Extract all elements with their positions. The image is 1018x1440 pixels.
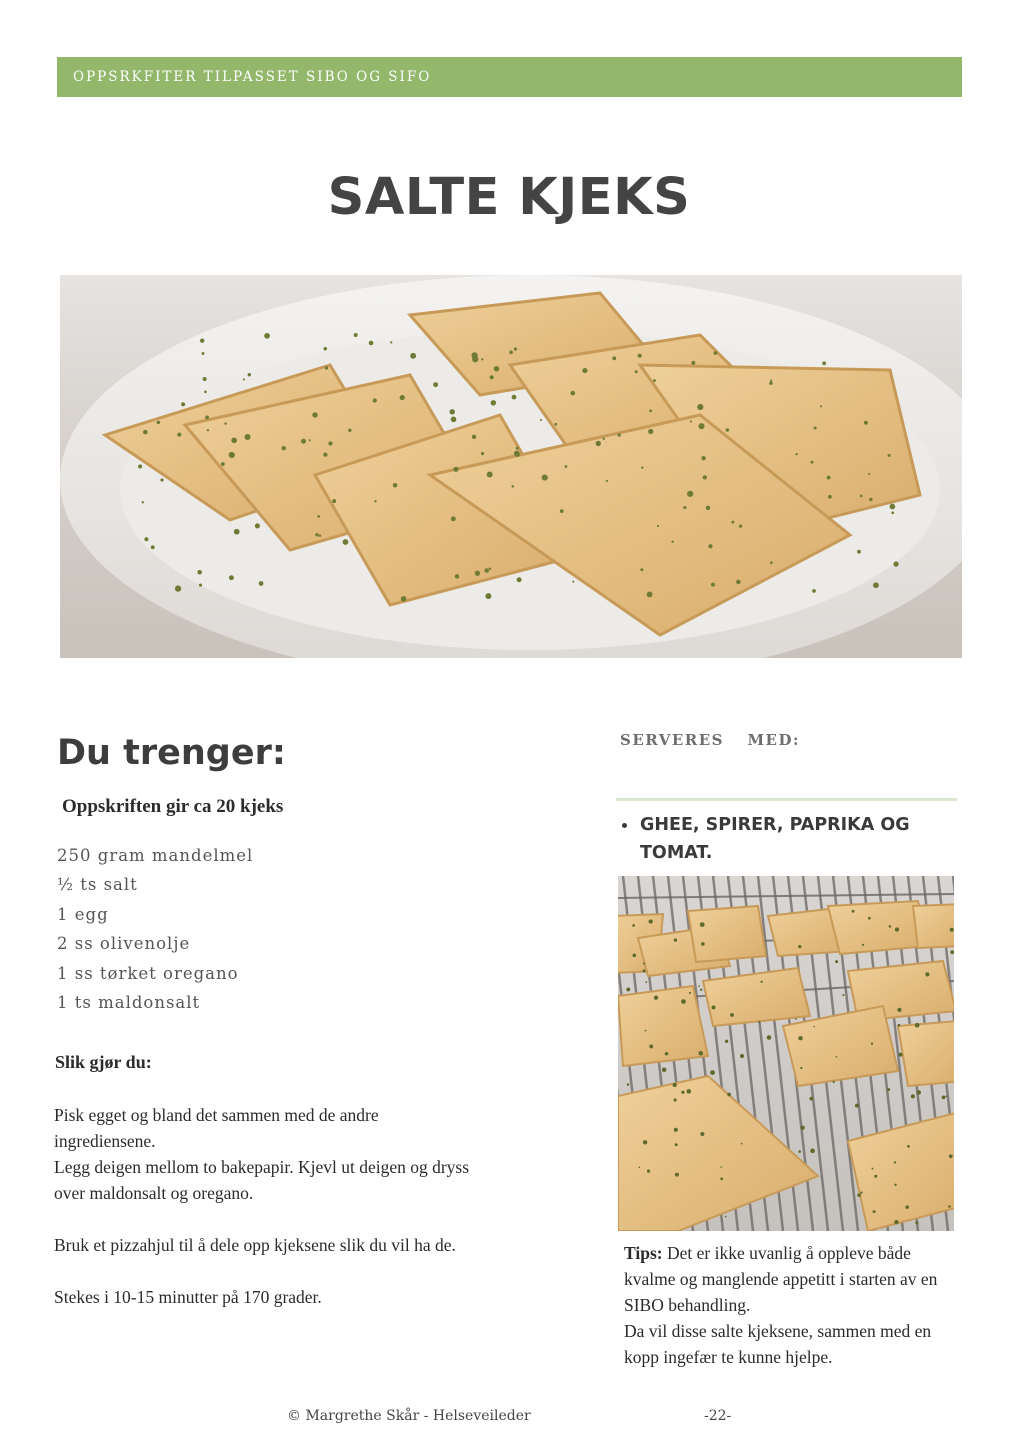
yield-text: Oppskriften gir ca 20 kjeks bbox=[62, 796, 284, 817]
serving-divider bbox=[616, 798, 957, 801]
serving-list bbox=[640, 811, 940, 867]
tips-text: Det er ikke uvanlig å oppleve både kvalme og manglende appetitt i starten av en SIBO behandling. Da vil disse salte kjeksene, sammen med en kopp ingefær te kunne hjelpe. bbox=[624, 1243, 938, 1367]
crackers-on-plate-image bbox=[60, 275, 962, 658]
serving-heading: SERVERES MED: bbox=[620, 731, 801, 749]
footer-copyright: © Margrethe Skår - Helseveileder bbox=[287, 1408, 531, 1424]
ingredient-item: 2 ss olivenolje bbox=[57, 934, 191, 954]
page-number: -22- bbox=[704, 1408, 732, 1424]
method-paragraph: Pisk egget og bland det sammen med de andre ingrediensene. Legg deigen mellom to bakepapir. Kjevl ut deigen og dryss over maldonsalt og oregano. bbox=[54, 1105, 470, 1203]
tips-label: Tips: bbox=[624, 1243, 663, 1263]
method-paragraph: Bruk et pizzahjul til å dele opp kjeksene slik du vil ha de. bbox=[54, 1235, 456, 1255]
method-steps bbox=[54, 1102, 474, 1336]
ingredient-item: 1 ts maldonsalt bbox=[57, 992, 201, 1012]
ingredient-list bbox=[57, 844, 253, 1020]
ingredient-item: ½ ts salt bbox=[57, 875, 138, 895]
page-title: SALTE KJEKS bbox=[327, 168, 691, 227]
tips-box bbox=[624, 1240, 964, 1370]
hero-photo bbox=[60, 275, 962, 658]
header-banner: OPPSRKFITER TILPASSET SIBO OG SIFO bbox=[57, 57, 962, 97]
method-heading: Slik gjør du: bbox=[55, 1052, 152, 1072]
cooling-rack-photo bbox=[618, 876, 954, 1231]
crackers-on-rack-image bbox=[618, 876, 954, 1231]
ingredient-item: 250 gram mandelmel bbox=[57, 846, 254, 865]
ingredient-item: 1 ss tørket oregano bbox=[57, 963, 239, 983]
serving-item: GHEE, SPIRER, PAPRIKA OG TOMAT. bbox=[640, 811, 940, 867]
ingredient-item: 1 egg bbox=[57, 904, 109, 924]
method-paragraph: Stekes i 10-15 minutter på 170 grader. bbox=[54, 1287, 322, 1307]
ingredients-heading: Du trenger: bbox=[57, 733, 286, 773]
